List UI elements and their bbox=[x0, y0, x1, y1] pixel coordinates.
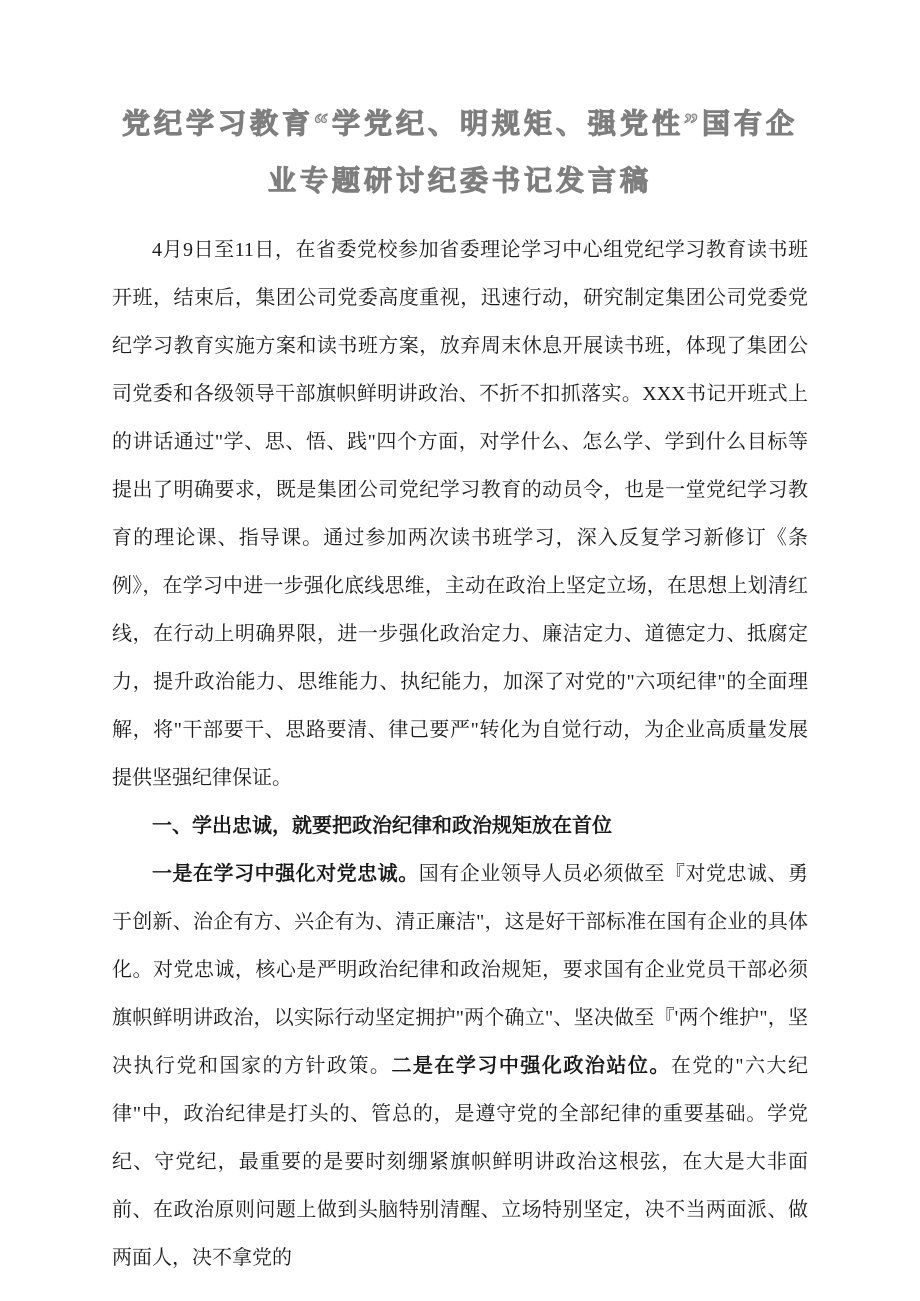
document-title-line-1: 党纪学习教育“学党纪、明规矩、强党性”国有企 bbox=[121, 109, 798, 140]
document-title bbox=[112, 96, 808, 210]
body-text: 国有企业领导人员必须做至『对党忠诚、勇于创新、治企有方、兴企有为、清正廉洁"，这是好干部标准在国有企业的具体化。对党忠诚，核心是严明政治纪律和政治规矩，要求国有企业党员干部必须旗帜鲜明讲政治，以实际行动坚定拥护"两个确立"、坚决做至『'两个维护"，坚决执行党和国家的方针政策。 bbox=[112, 863, 809, 1077]
body-text: 在党的"六大纪律"中，政治纪律是打头的、管总的，是遵守党的全部纪律的重要基础。学党纪、守党纪，最重要的是要时刻绷紧旗帜鲜明讲政治这根弦，在大是大非面前、在政治原则问题上做到头脑特别清醒、立场特别坚定，决不当两面派、做两面人，决不拿党的 bbox=[112, 1055, 809, 1269]
bold-text: 一、学出忠诚，就要把政治纪律和政治规矩放在首位 bbox=[152, 815, 612, 837]
paragraph bbox=[112, 802, 808, 850]
body-text: 4月9日至11日，在省委党校参加省委理论学习中心组党纪学习教育读书班开班，结束后，集团公司党委高度重视，迅速行动，研究制定集团公司党委党纪学习教育实施方案和读书班方案，放弃周末休息开展读书班，体现了集团公司党委和各级领导干部旗帜鲜明讲政治、不折不扣抓落实。XXX书记开班式上的讲话通过"学、思、悟、践"四个方面，对学什么、怎么学、学到什么目标等提出了明确要求，既是集团公司党纪学习教育的动员令，也是一堂党纪学习教育的理论课、指导课。通过参加两次读书班学习，深入反复学习新修订《条例》，在学习中进一步强化底线思维，主动在政治上坚定立场，在思想上划清红线，在行动上明确界限，进一步强化政治定力、廉洁定力、道德定力、抵腐定力，提升政治能力、思维能力、执纪能力，加深了对党的"六项纪律"的全面理解，将"干部要干、思路要清、律己要严"转化为自觉行动，为企业高质量发展提供坚强纪律保证。 bbox=[112, 239, 808, 789]
paragraph bbox=[112, 850, 808, 1282]
document-title-line-2: 业专题研讨纪委书记发言稿 bbox=[267, 166, 652, 197]
bold-text: 一是在学习中强化对党忠诚。 bbox=[152, 863, 419, 885]
bold-text: 二是在学习中强化政治站位。 bbox=[391, 1055, 671, 1077]
document-body bbox=[112, 226, 808, 1282]
paragraph bbox=[112, 226, 808, 802]
